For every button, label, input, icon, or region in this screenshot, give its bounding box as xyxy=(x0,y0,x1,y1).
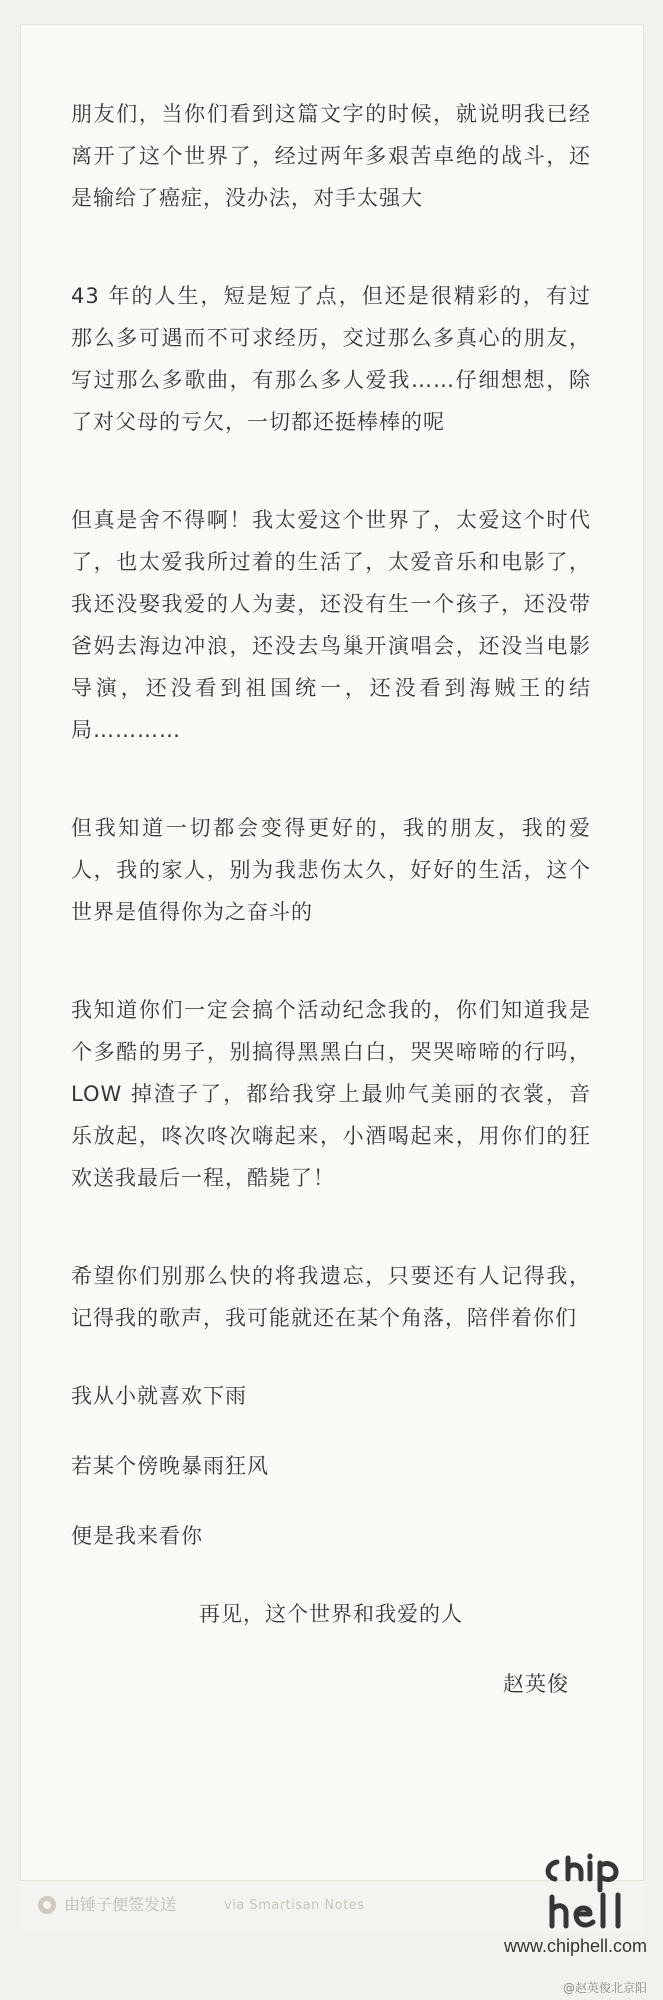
note-card xyxy=(20,24,644,1899)
paragraph-2: 43 年的人生，短是短了点，但还是很精彩的，有过那么多可遇而不可求经历，交过那么多真心的朋友，写过那么多歌曲，有那么多人爱我……仔细想想，除了对父母的亏欠，一切都还挺棒棒的呢 xyxy=(71,284,591,434)
spacer xyxy=(71,219,591,275)
smartisan-notes-icon xyxy=(38,1896,56,1914)
spacer xyxy=(71,1199,591,1255)
paragraph-5: 我知道你们一定会搞个活动纪念我的，你们知道我是个多酷的男子，别搞得黑黑白白，哭哭啼啼的行吗，LOW 掉渣子了，都给我穿上最帅气美丽的衣裳，音乐放起，咚次咚次嗨起来，小酒喝起来，用你们的狂欢送我最后一程，酷毙了！ xyxy=(71,998,591,1190)
note-body xyxy=(71,93,591,1705)
paragraph-1: 朋友们，当你们看到这篇文字的时候，就说明我已经离开了这个世界了，经过两年多艰苦卓绝的战斗，还是输给了癌症，没办法，对手太强大 xyxy=(71,102,591,210)
closing-line: 再见，这个世界和我爱的人 xyxy=(199,1602,463,1626)
spacer xyxy=(71,933,591,989)
spacer xyxy=(71,751,591,807)
signature: 赵英俊 xyxy=(503,1672,569,1696)
spacer xyxy=(71,1635,591,1663)
paragraph-6: 希望你们别那么快的将我遗忘，只要还有人记得我，记得我的歌声，我可能就还在某个角落，陪伴着你们 xyxy=(71,1264,591,1330)
paragraph-7: 我从小就喜欢下雨 xyxy=(71,1384,247,1408)
spacer xyxy=(71,443,591,499)
spacer xyxy=(71,1339,591,1375)
weibo-credit: @赵英俊北京阳 xyxy=(562,1981,647,1995)
paragraph-9: 便是我来看你 xyxy=(71,1524,203,1548)
spacer xyxy=(71,1557,591,1593)
paragraph-8: 若某个傍晚暴雨狂风 xyxy=(71,1454,269,1478)
spacer xyxy=(71,1487,591,1515)
spacer xyxy=(71,1417,591,1445)
watermark-site: www.chiphell.com xyxy=(503,1936,647,1956)
site-watermark xyxy=(503,1852,647,1972)
paragraph-3: 但真是舍不得啊！我太爱这个世界了，太爱这个时代了，也太爱我所过着的生活了，太爱音乐和电影了，我还没娶我爱的人为妻，还没有生一个孩子，还没带爸妈去海边冲浪，还没去鸟巢开演唱会，还没当电影导演，还没看到祖国统一，还没看到海贼王的结局………… xyxy=(71,508,591,742)
chiphell-logo-icon xyxy=(539,1852,639,1936)
paragraph-4: 但我知道一切都会变得更好的，我的朋友，我的爱人，我的家人，别为我悲伤太久，好好的生活，这个世界是值得你为之奋斗的 xyxy=(71,816,591,924)
via-label: via Smartisan Notes xyxy=(224,1898,365,1913)
sent-from-label: 由锤子便签发送 xyxy=(64,1895,177,1914)
